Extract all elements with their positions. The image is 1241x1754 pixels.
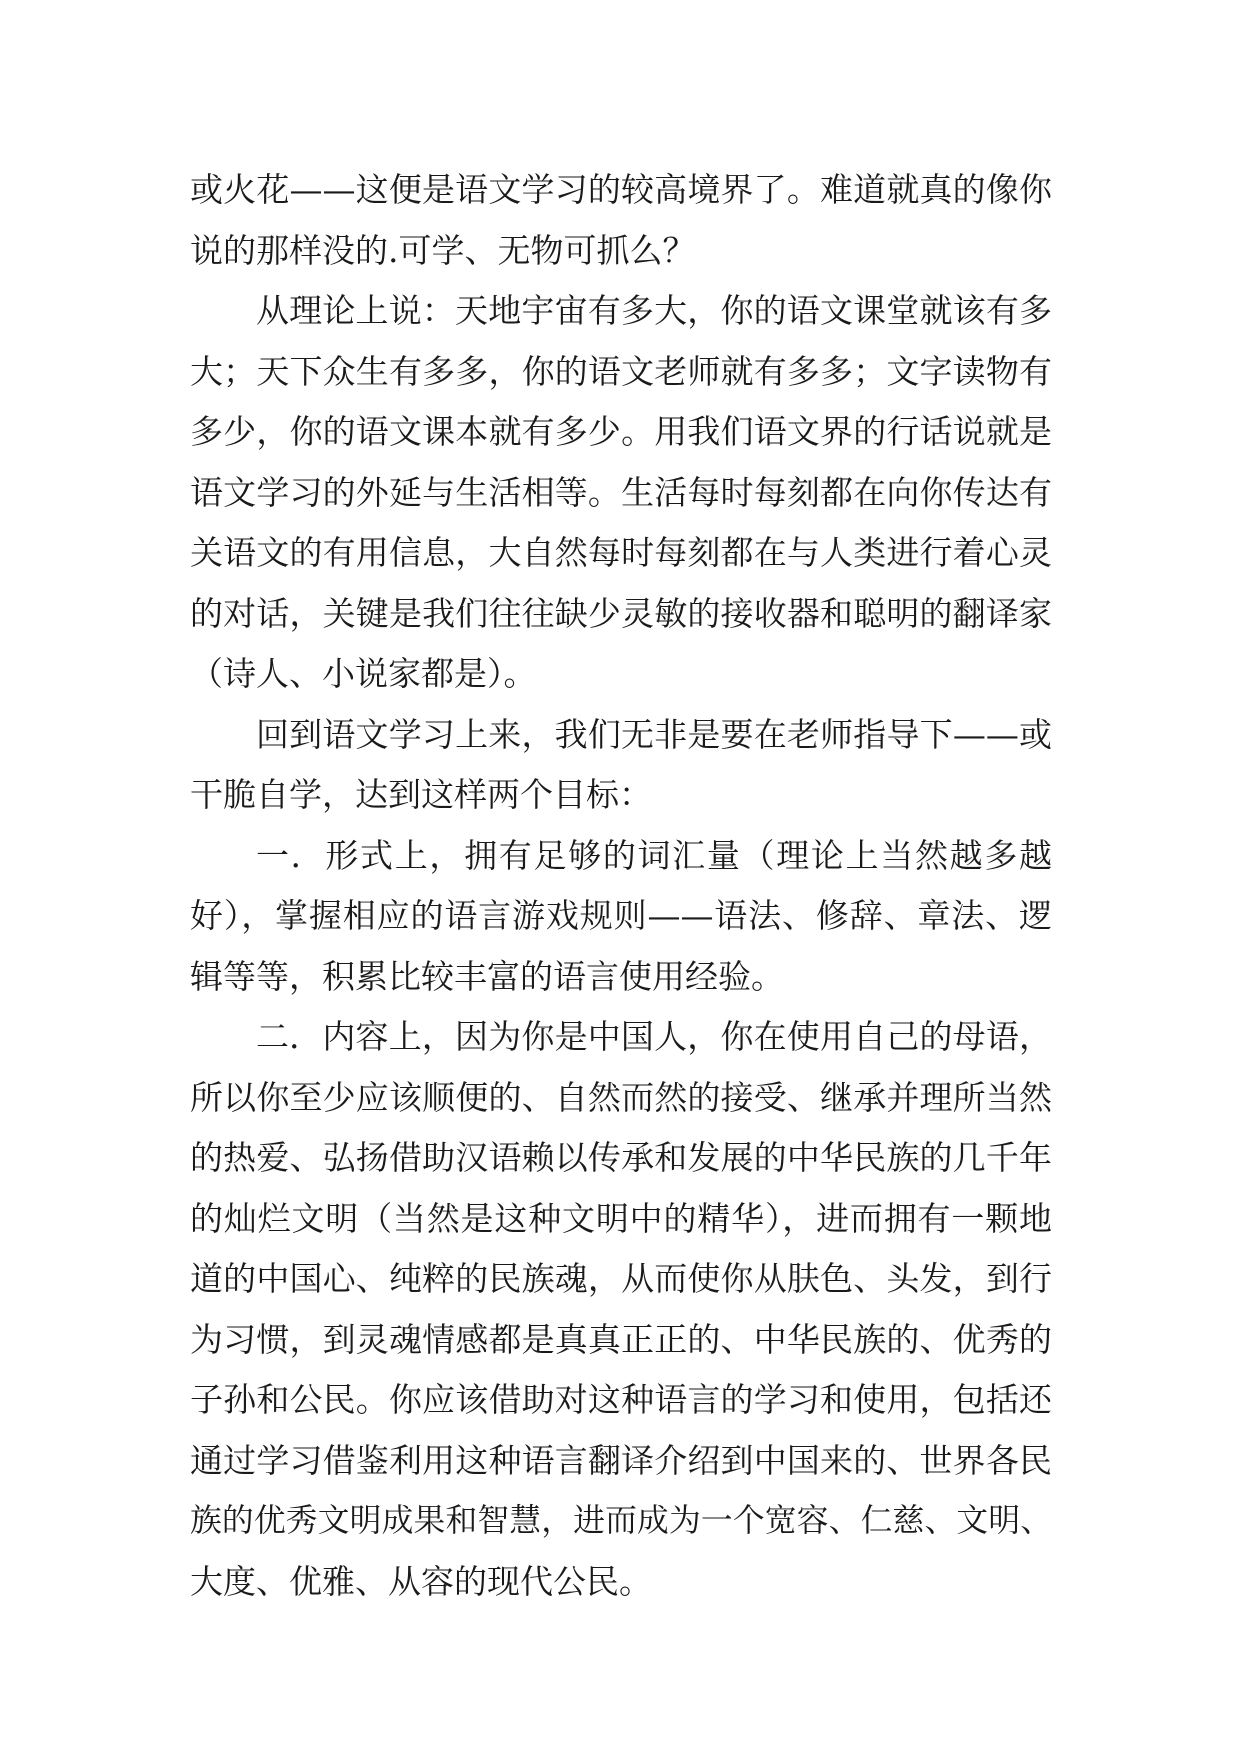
text-line: （诗人、小说家都是）。 <box>190 654 537 693</box>
text-line: 通过学习借鉴利用这种语言翻译介绍到中国来的、世界各民 <box>190 1440 1052 1480</box>
text-line: 或火花——这便是语文学习的较高境界了。难道就真的像你 <box>190 170 1052 209</box>
text-line: 辑等等，积累比较丰富的语言使用经验。 <box>190 956 784 996</box>
text-line: 说的那样没的.可学、无物可抓么？ <box>190 230 696 270</box>
text-line: 的热爱、弘扬借助汉语赖以传承和发展的中华民族的几千年 <box>190 1138 1052 1177</box>
text-line: 族的优秀文明成果和智慧，进而成为一个宽容、仁慈、文明、 <box>190 1503 1052 1539</box>
text-line: 一．形式上，拥有足够的词汇量（理论上当然越多越 <box>256 835 1052 875</box>
text-line: 子孙和公民。你应该借助对这种语言的学习和使用，包括还 <box>190 1380 1052 1419</box>
text-line: 语文学习的外延与生活相等。生活每时每刻都在向你传达有 <box>190 472 1052 512</box>
text-line: 干脆自学，达到这样两个目标： <box>190 775 652 814</box>
text-line: 大；天下众生有多多，你的语文老师就有多多；文字读物有 <box>190 351 1052 391</box>
text-line: 大度、优雅、从容的现代公民。 <box>190 1561 652 1601</box>
text-line: 关语文的有用信息，大自然每时每刻都在与人类进行着心灵 <box>190 533 1052 572</box>
text-line: 为习惯，到灵魂情感都是真真正正的、中华民族的、优秀的 <box>190 1319 1052 1359</box>
text-line: 从理论上说：天地宇宙有多大，你的语文课堂就该有多 <box>256 291 1052 330</box>
text-line: 所以你至少应该顺便的、自然而然的接受、继承并理所当然 <box>190 1077 1052 1117</box>
body-text <box>190 160 1052 1612</box>
text-line: 多少，你的语文课本就有多少。用我们语文界的行话说就是 <box>190 412 1052 451</box>
text-line: 道的中国心、纯粹的民族魂，从而使你从肤色、头发，到行 <box>190 1259 1052 1298</box>
text-line: 的灿烂文明（当然是这种文明中的精华），进而拥有一颗地 <box>190 1198 1052 1238</box>
text-line: 二．内容上，因为你是中国人，你在使用自己的母语， <box>256 1017 1052 1056</box>
text-line: 回到语文学习上来，我们无非是要在老师指导下——或 <box>256 714 1052 754</box>
text-line: 的对话，关键是我们往往缺少灵敏的接收器和聪明的翻译家 <box>190 593 1052 633</box>
text-line: 好），掌握相应的语言游戏规则——语法、修辞、章法、逻 <box>190 896 1052 935</box>
